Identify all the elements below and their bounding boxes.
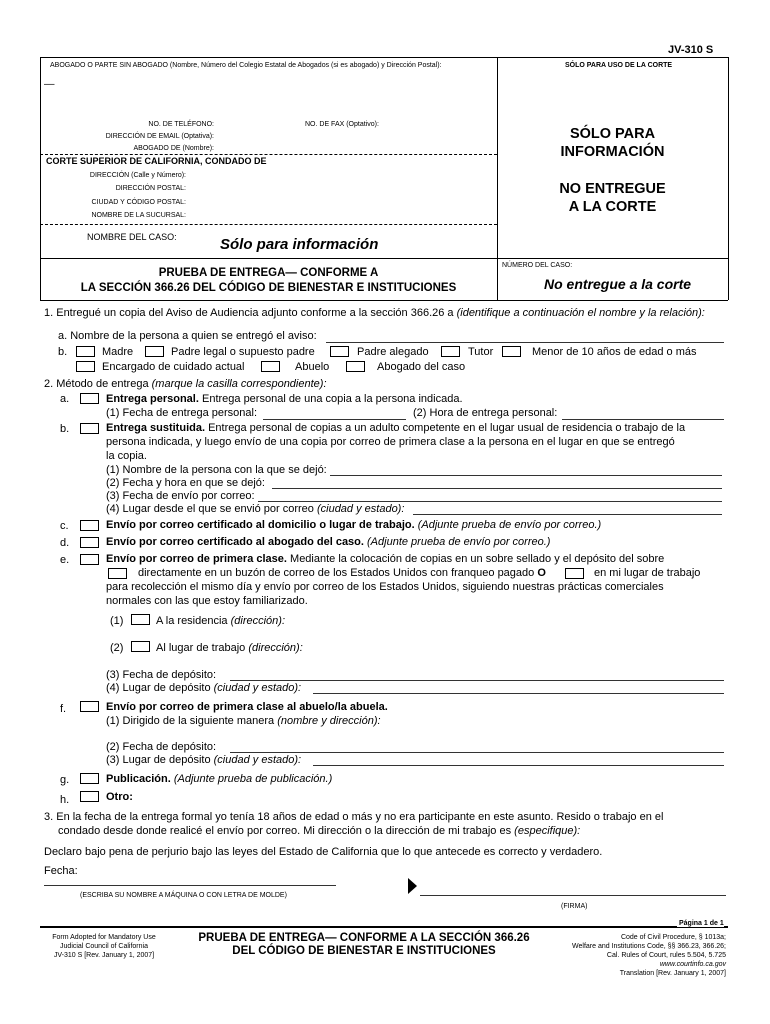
court-title: CORTE SUPERIOR DE CALIFORNIA, CONDADO DE — [46, 156, 267, 166]
print-name-line[interactable] — [44, 885, 336, 886]
primera-clase-checkbox[interactable] — [80, 554, 99, 565]
encargado-label: Encargado de cuidado actual — [102, 361, 245, 373]
item-2b4-main: (4) Lugar desde el que se envió por correo — [106, 503, 314, 515]
item-1a-label: a. Nombre de la persona a quien se entregó el aviso: — [58, 330, 317, 342]
item-2f3-main: (3) Lugar de depósito — [106, 754, 211, 766]
item-2h-bold: Otro: — [106, 791, 133, 803]
item-2b3-label: (3) Fecha de envío por correo: — [106, 490, 255, 502]
item-2e-text-2 — [138, 567, 546, 579]
case-name-label: NOMBRE DEL CASO: — [87, 232, 177, 242]
form-title-line-2: LA SECCIÓN 366.26 DEL CÓDIGO DE BIENESTAR E INSTITUCIONES — [80, 282, 457, 294]
item-2e2-text — [156, 642, 303, 654]
item-2b4-line[interactable] — [413, 514, 722, 515]
madre-label: Madre — [102, 346, 134, 358]
item-2-title — [44, 378, 327, 390]
item-3-text-2 — [58, 825, 580, 837]
primera-clase-abuelo-checkbox[interactable] — [80, 701, 99, 712]
item-2f2-label: (2) Fecha de depósito: — [106, 741, 217, 753]
item-2-title-main: 2. Método de entrega — [44, 378, 149, 390]
lugar-trabajo-checkbox[interactable] — [565, 568, 584, 579]
phone-label[interactable]: NO. DE TELÉFONO: — [148, 121, 214, 128]
padre-legal-label: Padre legal o supuesto padre — [171, 346, 315, 358]
footer-title — [168, 932, 560, 958]
item-2d-bold: Envío por correo certificado al abogado del caso. — [106, 536, 364, 548]
item-2b1-line[interactable] — [330, 475, 722, 476]
header-divider — [497, 57, 498, 300]
footer-title-1: PRUEBA DE ENTREGA— CONFORME A LA SECCIÓN 366.26 — [198, 932, 530, 944]
no-deliver-stamp — [497, 180, 728, 216]
item-2a1-label: (1) Fecha de entrega personal: — [106, 407, 258, 419]
item-2f3-italic: (ciudad y estado): — [213, 754, 302, 766]
item-2c-letter: c. — [60, 520, 69, 532]
tutor-label: Tutor — [468, 346, 494, 358]
item-2e-desc-1: Mediante la colocación de copias en un sobre sellado y el depósito del sobre — [290, 553, 665, 565]
item-2g-text — [106, 773, 332, 785]
item-2b-text-3: la copia. — [106, 450, 147, 462]
item-2a1-line[interactable] — [263, 419, 406, 420]
footer-references — [520, 933, 726, 978]
form-title — [40, 266, 497, 296]
item-2b-desc-1: Entrega personal de copias a un adulto competente en el lugar usual de residencia o trabajo de la — [208, 422, 686, 434]
item-1a-line[interactable] — [326, 342, 724, 343]
signature-label: (FIRMA) — [561, 903, 588, 910]
item-2a2-line[interactable] — [562, 419, 724, 420]
menor-checkbox[interactable] — [502, 346, 521, 357]
item-2e4-italic: (ciudad y estado): — [213, 682, 302, 694]
footer-adopted-1: Form Adopted for Mandatory Use — [52, 934, 156, 941]
footer-ref-1: Code of Civil Procedure, § 1013a; — [620, 934, 726, 941]
padre-alegado-checkbox[interactable] — [330, 346, 349, 357]
entrega-personal-checkbox[interactable] — [80, 393, 99, 404]
item-2f2-line[interactable] — [230, 752, 724, 753]
encargado-checkbox[interactable] — [76, 361, 95, 372]
footer-rule — [40, 926, 728, 928]
item-2e-letter: e. — [60, 554, 70, 566]
item-2e1-text — [156, 615, 285, 627]
item-2f3-label — [106, 754, 301, 766]
footer-adopted-3: JV-310 S [Rev. January 1, 2007] — [53, 952, 155, 959]
item-3-italic: (especifique): — [514, 825, 581, 837]
item-2e3-line[interactable] — [230, 680, 724, 681]
correo-certificado-abogado-checkbox[interactable] — [80, 537, 99, 548]
item-2a-text — [106, 393, 463, 405]
item-2e4-main: (4) Lugar de depósito — [106, 682, 211, 694]
footer-adopted-2: Judicial Council of California — [60, 943, 148, 950]
case-name-value[interactable]: Sólo para información — [220, 236, 379, 253]
item-2b4-italic: (ciudad y estado): — [316, 503, 405, 515]
item-2b1-label: (1) Nombre de la persona con la que se dejó: — [106, 464, 327, 476]
branch-label[interactable]: NOMBRE DE LA SUCURSAL: — [91, 212, 186, 219]
item-1-main: 1. Entregué un copia del Aviso de Audiencia adjunto conforme a la sección 366.26 a — [44, 307, 454, 319]
item-2f1-label — [106, 715, 381, 727]
item-2f-letter: f. — [60, 703, 67, 715]
item-2-title-italic: (marque la casilla correspondiente): — [151, 378, 327, 390]
declaration: Declaro bajo pena de perjurio bajo las leyes del Estado de California que lo que antecede es correcto y verdadero. — [44, 846, 603, 858]
item-2e-text-2b: en mi lugar de trabajo — [594, 567, 701, 579]
signature-arrow-icon — [408, 878, 417, 894]
item-2g-italic: (Adjunte prueba de publicación.) — [173, 773, 333, 785]
email-label[interactable]: DIRECCIÓN DE EMAIL (Optativa): — [105, 133, 214, 140]
court-use-label: SÓLO PARA USO DE LA CORTE — [565, 62, 673, 69]
attorney-for-label[interactable]: ABOGADO DE (Nombre): — [133, 145, 214, 152]
footer-title-2: DEL CÓDIGO DE BIENESTAR E INSTITUCIONES — [232, 945, 496, 957]
header-top-border — [40, 57, 728, 58]
info-only-line-2: INFORMACIÓN — [560, 144, 665, 160]
header-separator-1 — [40, 154, 497, 155]
item-2e4-label — [106, 682, 301, 694]
footer-ref-5: Translation [Rev. January 1, 2007] — [619, 970, 726, 977]
header-separator-3 — [40, 258, 728, 259]
item-2e2-main: Al lugar de trabajo — [156, 642, 246, 654]
item-2e1-num: (1) — [110, 615, 124, 627]
form-title-line-1: PRUEBA DE ENTREGA— CONFORME A — [158, 267, 379, 279]
print-name-label: (ESCRIBA SU NOMBRE A MÁQUINA O CON LETRA DE MOLDE) — [80, 892, 287, 899]
correo-certificado-domicilio-checkbox[interactable] — [80, 520, 99, 531]
item-2f3-line[interactable] — [313, 765, 724, 766]
abuelo-checkbox[interactable] — [261, 361, 280, 372]
item-2e-text-3: para recolección el mismo día y envío por correo de los Estados Unidos, siguiendo nuestras prácticas comerciales — [106, 581, 664, 593]
padre-alegado-label: Padre alegado — [357, 346, 429, 358]
attorney-dash: — — [44, 78, 55, 90]
item-1-italic: (identifique a continuación el nombre y la relación): — [456, 307, 705, 319]
abuelo-label: Abuelo — [295, 361, 330, 373]
item-2e-text-4: normales con las que estoy familiarizado. — [106, 595, 308, 607]
item-2g-bold: Publicación. — [106, 773, 171, 785]
item-2f1-main: (1) Dirigido de la siguiente manera — [106, 715, 275, 727]
mailing-label[interactable]: DIRECCIÓN POSTAL: — [115, 185, 186, 192]
residencia-checkbox[interactable] — [131, 614, 150, 625]
item-1b-letter: b. — [58, 346, 68, 358]
padre-legal-checkbox[interactable] — [145, 346, 164, 357]
item-1-text — [44, 307, 705, 319]
header-separator-2 — [40, 224, 497, 225]
item-2e-text-1 — [106, 553, 664, 565]
item-2b-letter: b. — [60, 423, 70, 435]
item-2f1-italic: (nombre y dirección): — [277, 715, 381, 727]
item-2e-bold: Envío por correo de primera clase. — [106, 553, 287, 565]
abogado-caso-checkbox[interactable] — [346, 361, 365, 372]
footer-ref-4[interactable]: www.courtinfo.ca.gov — [659, 961, 726, 968]
item-2b2-label: (2) Fecha y hora en que se dejó: — [106, 477, 265, 489]
item-2a2-label: (2) Hora de entrega personal: — [413, 407, 558, 419]
attorney-label: ABOGADO O PARTE SIN ABOGADO (Nombre, Número del Colegio Estatal de Abogados (si es abogado) y Dirección Postal): — [50, 62, 442, 69]
item-2c-bold: Envío por correo certificado al domicilio o lugar de trabajo. — [106, 519, 415, 531]
item-2b-text-2: persona indicada, y luego envío de una copia por correo de primera clase a la persona en el lugar en que se entregó — [106, 436, 675, 448]
footer-adopted — [40, 933, 168, 960]
item-2b4-label — [106, 503, 404, 515]
item-2c-italic: (Adjunte prueba de envío por correo.) — [417, 519, 602, 531]
item-2a-letter: a. — [60, 393, 70, 405]
signature-line[interactable] — [420, 895, 726, 896]
item-2d-letter: d. — [60, 537, 70, 549]
no-deliver-line-1: NO ENTREGUE — [559, 181, 666, 197]
tutor-checkbox[interactable] — [441, 346, 460, 357]
case-number-value[interactable]: No entregue a la corte — [544, 276, 692, 292]
abogado-caso-label: Abogado del caso — [377, 361, 466, 373]
fax-label[interactable]: NO. DE FAX (Optativo): — [305, 121, 379, 128]
item-2b2-line[interactable] — [272, 488, 722, 489]
date-label: Fecha: — [44, 865, 78, 877]
item-2c-text — [106, 519, 601, 531]
publicacion-checkbox[interactable] — [80, 773, 99, 784]
item-2f-bold: Envío por correo de primera clase al abuelo/la abuela. — [106, 701, 388, 713]
item-2a-desc: Entrega personal de una copia a la persona indicada. — [201, 393, 463, 405]
footer-ref-2: Welfare and Institutions Code, §§ 366.23, 366.26; — [572, 943, 726, 950]
item-2e2-italic: (dirección): — [248, 642, 303, 654]
form-number: JV-310 S — [668, 44, 714, 56]
buzon-checkbox[interactable] — [108, 568, 127, 579]
menor-label: Menor de 10 años de edad o más — [532, 346, 697, 358]
item-2e2-num: (2) — [110, 642, 124, 654]
item-2h-letter: h. — [60, 794, 70, 806]
item-2b3-line[interactable] — [258, 501, 722, 502]
item-2e1-main: A la residencia — [156, 615, 228, 627]
item-2g-letter: g. — [60, 774, 70, 786]
item-2e4-line[interactable] — [313, 693, 724, 694]
city-zip-label[interactable]: CIUDAD Y CÓDIGO POSTAL: — [91, 199, 186, 206]
item-2e-or: O — [537, 567, 546, 579]
header-left-border — [40, 57, 41, 300]
header-bottom-border — [40, 300, 728, 301]
madre-checkbox[interactable] — [76, 346, 95, 357]
item-2e-desc-2a: directamente en un buzón de correo de los Estados Unidos con franqueo pagado — [138, 567, 535, 579]
item-2a-bold: Entrega personal. — [106, 393, 199, 405]
case-number-label: NÚMERO DEL CASO: — [502, 262, 573, 269]
footer-ref-3: Cal. Rules of Court, rules 5.504, 5.725 — [606, 952, 726, 959]
page-number: Página 1 de 1 — [679, 920, 724, 927]
item-2d-italic: (Adjunte prueba de envío por correo.) — [367, 536, 551, 548]
street-label[interactable]: DIRECCIÓN (Calle y Número): — [89, 172, 186, 179]
item-2e1-italic: (dirección): — [230, 615, 286, 627]
item-2b-bold: Entrega sustituida. — [106, 422, 206, 434]
info-only-stamp — [497, 125, 728, 161]
item-2e3-label: (3) Fecha de depósito: — [106, 669, 217, 681]
item-3-main: condado desde donde realicé el envío por correo. Mi dirección o la dirección de mi trabajo es — [58, 825, 512, 837]
item-3-text-1: 3. En la fecha de la entrega formal yo tenía 18 años de edad o más y no era participante en este asunto. Resido o trabajo en el — [44, 811, 664, 823]
item-2b-text-1 — [106, 422, 685, 434]
lugar-trabajo-direccion-checkbox[interactable] — [131, 641, 150, 652]
otro-checkbox[interactable] — [80, 791, 99, 802]
item-2d-text — [106, 536, 550, 548]
header-right-border — [728, 57, 729, 300]
info-only-line-1: SÓLO PARA — [569, 126, 656, 142]
no-deliver-line-2: A LA CORTE — [568, 199, 657, 215]
entrega-sustituida-checkbox[interactable] — [80, 423, 99, 434]
